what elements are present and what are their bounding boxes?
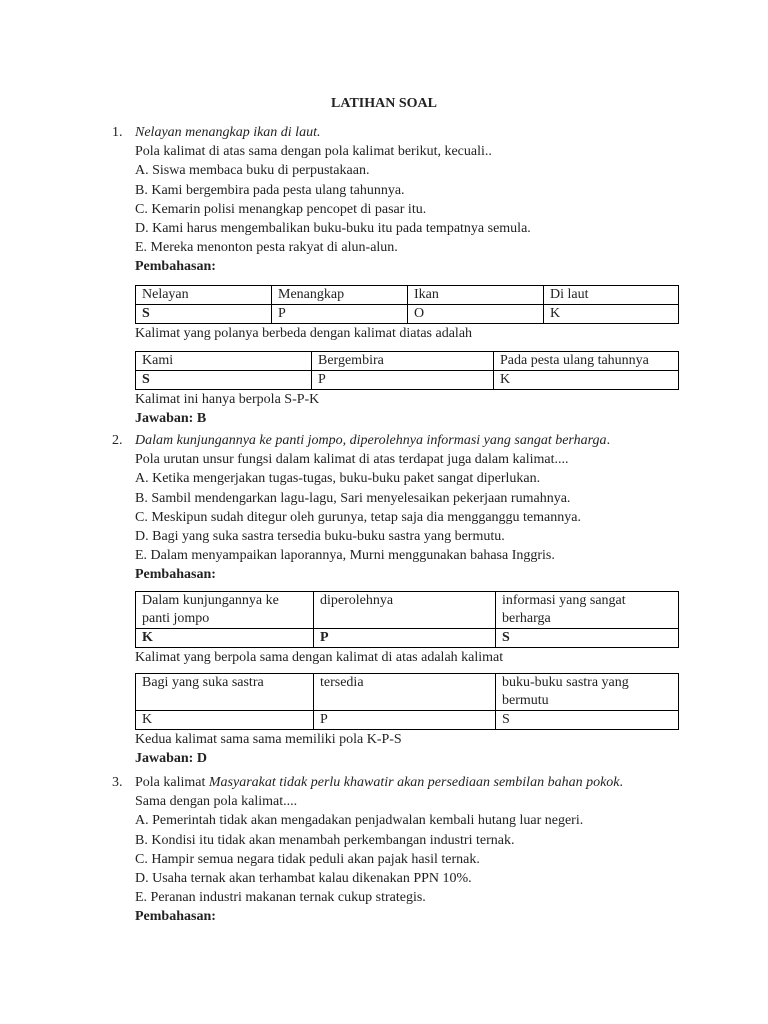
question-prompt: Sama dengan pola kalimat.... — [135, 794, 298, 810]
answer-label: Jawaban: B — [135, 411, 207, 427]
question-3 — [112, 773, 692, 927]
table-cell: Ikan — [408, 285, 544, 304]
table-cell: P — [272, 304, 408, 323]
table-row — [136, 591, 679, 628]
explanation-text: Kalimat yang polanya berbeda dengan kalimat diatas adalah — [135, 325, 473, 341]
question-stem — [135, 431, 692, 450]
option-a: A. Siswa membaca buku di perpustakaan. — [135, 163, 370, 179]
page-title: LATIHAN SOAL — [331, 96, 437, 111]
table-cell: informasi yang sangat berharga — [496, 591, 679, 628]
question-number: 1. — [112, 125, 123, 140]
table-cell: Di laut — [544, 285, 679, 304]
table-cell: K — [494, 370, 679, 389]
table-cell: P — [314, 628, 496, 647]
table-row — [136, 673, 679, 710]
pattern-table — [135, 285, 679, 324]
question-number: 3. — [112, 775, 123, 790]
option-d: D. Usaha ternak akan terhambat kalau dikenakan PPN 10%. — [135, 871, 472, 887]
question-1 — [112, 123, 692, 428]
table-cell: S — [496, 710, 679, 729]
option-e: E. Peranan industri makanan ternak cukup strategis. — [135, 890, 426, 906]
table-cell: diperolehnya — [314, 591, 496, 628]
table-row — [136, 628, 679, 647]
table-cell: S — [496, 628, 679, 647]
question-number: 2. — [112, 433, 123, 448]
table-cell: Dalam kunjungannya ke panti jompo — [136, 591, 314, 628]
option-c: C. Hampir semua negara tidak peduli akan pajak hasil ternak. — [135, 851, 480, 867]
table-cell: tersedia — [314, 673, 496, 710]
option-e: E. Dalam menyampaikan laporannya, Murni menggunakan bahasa Inggris. — [135, 548, 555, 564]
pattern-table — [135, 351, 679, 390]
table-cell: Menangkap — [272, 285, 408, 304]
discussion-label: Pembahasan: — [135, 909, 216, 925]
stem-sentence: Dalam kunjungannya ke panti jompo, diperolehnya informasi yang sangat berharga — [135, 433, 607, 448]
option-a: A. Pemerintah tidak akan mengadakan penjadwalan kembali hutang luar negeri. — [135, 813, 584, 829]
explanation-text: Kalimat ini hanya berpola S-P-K — [135, 391, 320, 407]
stem-period: . — [606, 433, 611, 448]
table-cell: S — [136, 370, 312, 389]
explanation-text: Kalimat yang berpola sama dengan kalimat di atas adalah kalimat — [135, 649, 504, 665]
table-cell: K — [544, 304, 679, 323]
option-e: E. Mereka menonton pesta rakyat di alun-alun. — [135, 240, 398, 256]
table-cell: Kami — [136, 351, 312, 370]
table-cell: Nelayan — [136, 285, 272, 304]
discussion-label: Pembahasan: — [135, 567, 216, 583]
stem-sentence: Masyarakat tidak perlu khawatir akan persediaan sembilan bahan pokok — [208, 775, 620, 790]
pattern-table — [135, 591, 679, 648]
table-cell: Bergembira — [312, 351, 494, 370]
question-prompt: Pola urutan unsur fungsi dalam kalimat di atas terdapat juga dalam kalimat.... — [135, 452, 569, 468]
table-row — [136, 285, 679, 304]
table-row — [136, 304, 679, 323]
option-b: B. Kondisi itu tidak akan menambah perkembangan industri ternak. — [135, 832, 515, 848]
table-row — [136, 351, 679, 370]
answer-label: Jawaban: D — [135, 751, 207, 767]
question-stem — [135, 773, 692, 792]
table-cell: buku-buku sastra yang bermutu — [496, 673, 679, 710]
explanation-text: Kedua kalimat sama sama memiliki pola K-P-S — [135, 731, 402, 747]
table-cell: K — [136, 710, 314, 729]
table-cell: S — [136, 304, 272, 323]
option-d: D. Kami harus mengembalikan buku-buku itu pada tempatnya semula. — [135, 221, 531, 237]
option-c: C. Kemarin polisi menangkap pencopet di pasar itu. — [135, 201, 427, 217]
stem-period: . — [619, 775, 623, 790]
table-cell: O — [408, 304, 544, 323]
question-stem: Nelayan menangkap ikan di laut. — [135, 125, 321, 140]
table-cell: Bagi yang suka sastra — [136, 673, 314, 710]
stem-prefix: Pola kalimat — [135, 775, 209, 790]
table-cell: K — [136, 628, 314, 647]
table-cell: Pada pesta ulang tahunnya — [494, 351, 679, 370]
table-row — [136, 370, 679, 389]
table-cell: P — [312, 370, 494, 389]
option-c: C. Meskipun sudah ditegur oleh gurunya, tetap saja dia mengganggu temannya. — [135, 509, 581, 525]
question-prompt: Pola kalimat di atas sama dengan pola kalimat berikut, kecuali.. — [135, 144, 492, 160]
question-2 — [112, 431, 692, 768]
discussion-label: Pembahasan: — [135, 259, 216, 275]
option-b: B. Kami bergembira pada pesta ulang tahunnya. — [135, 182, 405, 198]
option-d: D. Bagi yang suka sastra tersedia buku-buku sastra yang bermutu. — [135, 529, 505, 545]
option-b: B. Sambil mendengarkan lagu-lagu, Sari menyelesaikan pekerjaan rumahnya. — [135, 490, 571, 506]
pattern-table — [135, 673, 679, 730]
table-row — [136, 710, 679, 729]
option-a: A. Ketika mengerjakan tugas-tugas, buku-buku paket sangat diperlukan. — [135, 471, 541, 487]
table-cell: P — [314, 710, 496, 729]
